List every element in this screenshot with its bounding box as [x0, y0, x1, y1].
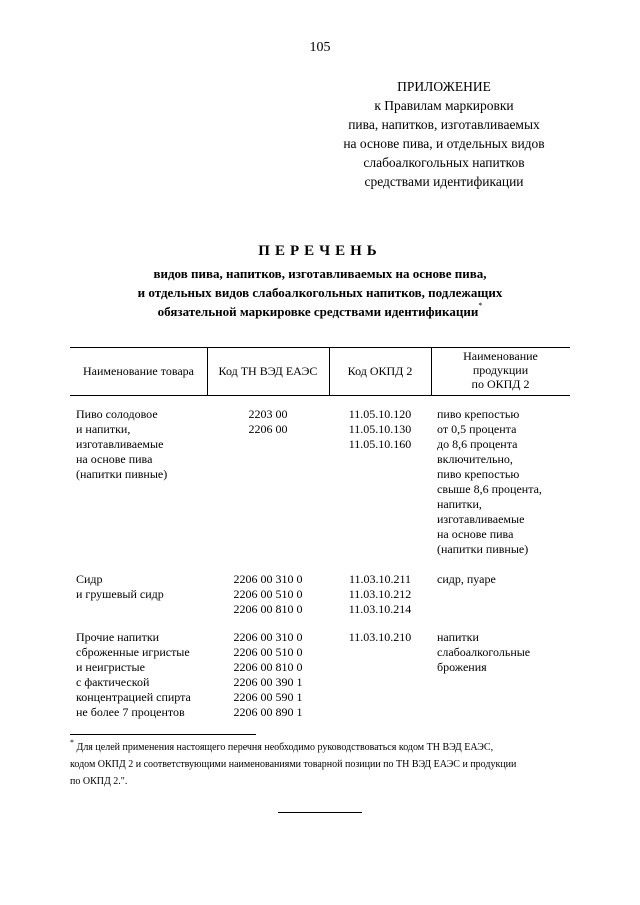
cell-line: концентрацией спирта	[76, 690, 191, 704]
cell-line: 11.03.10.214	[348, 602, 412, 616]
header-line: по ОКПД 2	[471, 377, 530, 391]
table-row-3-name	[76, 630, 191, 720]
cell-line: 2206 00	[248, 422, 288, 436]
footnote-mark: *	[478, 301, 483, 310]
table-row-1-okpd	[329, 407, 431, 452]
cell-line: 2206 00 510 0	[233, 587, 303, 601]
header-okpd-product-name	[431, 349, 570, 391]
cell-line: 2206 00 590 1	[233, 690, 303, 704]
cell-line: на основе пива	[76, 452, 153, 466]
table-header-bottom-rule	[70, 395, 570, 396]
table-row-1-name	[76, 407, 167, 482]
footnote	[70, 739, 570, 790]
cell-line: включительно,	[437, 452, 513, 466]
cell-line: сброженные игристые	[76, 645, 190, 659]
cell-line: с фактической	[76, 675, 150, 689]
cell-line: 11.05.10.130	[348, 422, 412, 436]
header-okpd-code: Код ОКПД 2	[347, 364, 413, 378]
table-row-3-tnved	[207, 630, 329, 720]
cell-line: Сидр	[76, 572, 103, 586]
document-title: ПЕРЕЧЕНЬ	[258, 243, 382, 259]
table-row-2-product	[437, 572, 496, 587]
cell-line: и напитки,	[76, 422, 131, 436]
table-row-2-tnved	[207, 572, 329, 617]
footnote-line-text: Для целей применения настоящего перечня необходимо руководствоваться кодом ТН ВЭД ЕАЭС,	[76, 742, 494, 753]
appendix-line: слабоалкогольных напитков	[363, 155, 525, 170]
cell-line: 2206 00 810 0	[233, 660, 303, 674]
cell-line: изготавливаемые	[76, 437, 164, 451]
cell-line: 11.03.10.210	[348, 630, 412, 644]
document-subtitle	[70, 264, 570, 321]
cell-line: не более 7 процентов	[76, 705, 185, 719]
subtitle-line	[70, 302, 570, 321]
cell-line: 2206 00 810 0	[233, 602, 303, 616]
cell-line: напитки,	[437, 497, 482, 511]
cell-line: 11.05.10.120	[348, 407, 412, 421]
footnote-line: кодом ОКПД 2 и соответствующими наименованиями товарной позиции по ТН ВЭД ЕАЭС и продукции	[70, 759, 517, 770]
cell-line: 2203 00	[248, 407, 288, 421]
cell-line: пиво крепостью	[437, 407, 520, 421]
cell-line: 2206 00 310 0	[233, 630, 303, 644]
appendix-line: к Правилам маркировки	[374, 98, 514, 113]
subtitle-line: и отдельных видов слабоалкогольных напитков, подлежащих	[137, 285, 503, 300]
cell-line: от 0,5 процента	[437, 422, 517, 436]
cell-line: и грушевый сидр	[76, 587, 164, 601]
footnote-line: по ОКПД 2.".	[70, 776, 128, 787]
header-line: Наименование	[463, 349, 538, 363]
subtitle-line-text: обязательной маркировке средствами идентификации	[157, 304, 479, 319]
cell-line: пиво крепостью	[437, 467, 520, 481]
cell-line: на основе пива	[437, 527, 514, 541]
cell-line: (напитки пивные)	[437, 542, 529, 556]
footnote-mark: *	[70, 738, 74, 747]
appendix-line: ПРИЛОЖЕНИЕ	[397, 79, 491, 94]
cell-line: 2206 00 890 1	[233, 705, 303, 719]
cell-line: сидр, пуаре	[437, 572, 496, 586]
cell-line: (напитки пивные)	[76, 467, 168, 481]
appendix-line: средствами идентификации	[364, 174, 524, 189]
cell-line: напитки	[437, 630, 479, 644]
cell-line: 2206 00 390 1	[233, 675, 303, 689]
appendix-block	[318, 77, 570, 191]
header-product-name: Наименование товара	[82, 364, 194, 378]
header-tnved-code: Код ТН ВЭД ЕАЭС	[218, 364, 318, 378]
cell-line: 11.03.10.212	[348, 587, 412, 601]
header-line: продукции	[472, 363, 529, 377]
subtitle-line: видов пива, напитков, изготавливаемых на основе пива,	[153, 266, 487, 281]
footnote-separator	[70, 734, 256, 735]
cell-line: 2206 00 510 0	[233, 645, 303, 659]
appendix-line: пива, напитков, изготавливаемых	[348, 117, 540, 132]
cell-line: до 8,6 процента	[437, 437, 518, 451]
appendix-line: на основе пива, и отдельных видов	[343, 136, 545, 151]
footnote-line	[70, 739, 570, 756]
table-row-3-okpd	[329, 630, 431, 645]
cell-line: слабоалкогольные	[437, 645, 531, 659]
end-rule	[278, 812, 362, 813]
table-row-1-product	[437, 407, 542, 557]
table-row-2-name	[76, 572, 164, 602]
cell-line: и неигристые	[76, 660, 145, 674]
cell-line: Прочие напитки	[76, 630, 160, 644]
cell-line: 11.05.10.160	[348, 437, 412, 451]
table-top-rule	[70, 347, 570, 348]
cell-line: Пиво солодовое	[76, 407, 158, 421]
cell-line: брожения	[437, 660, 487, 674]
cell-line: 2206 00 310 0	[233, 572, 303, 586]
table-row-2-okpd	[329, 572, 431, 617]
cell-line: изготавливаемые	[437, 512, 525, 526]
page-number: 105	[309, 40, 331, 55]
cell-line: 11.03.10.211	[348, 572, 412, 586]
table-row-3-product	[437, 630, 530, 675]
table-row-1-tnved	[207, 407, 329, 437]
cell-line: свыше 8,6 процента,	[437, 482, 542, 496]
